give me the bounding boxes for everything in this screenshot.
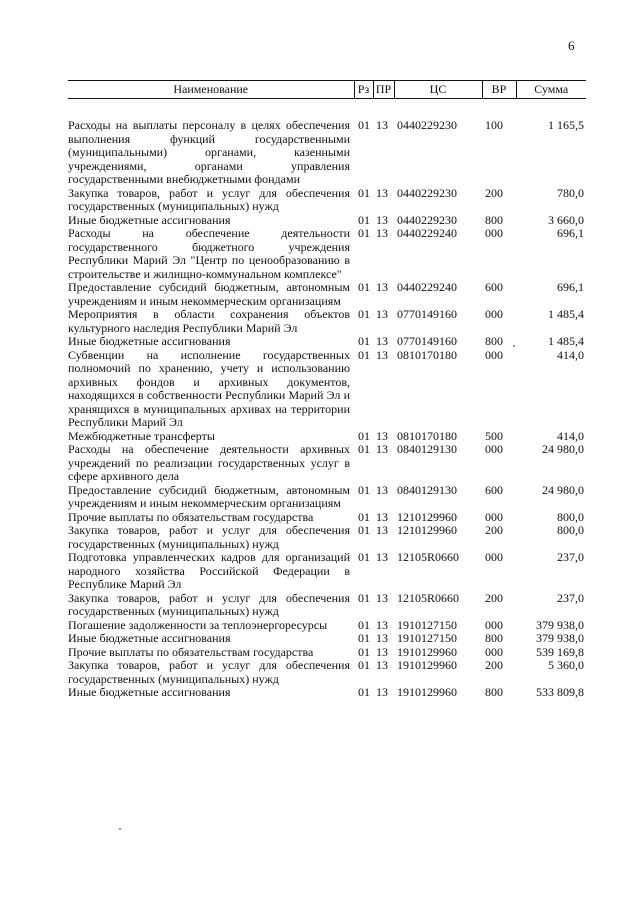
cell-cs: 0440229230 [397,212,457,227]
cell-rz: 01 [358,509,370,524]
cell-rz: 01 [358,658,370,672]
cell-vr: 200 [485,658,503,672]
cell-pr: 13 [376,442,388,456]
cell-rz: 01 [358,428,370,443]
cell-sum: 414,0 [557,428,584,443]
cell-cs: 0810170180 [397,428,457,443]
cell-pr: 13 [376,226,388,240]
cell-cs: 1210129960 [397,509,457,524]
cell-cs: 0770149160 [397,334,457,348]
cell-pr: 13 [376,550,388,564]
cell-rz: 01 [358,334,370,348]
cell-name: Мероприятия в области сохранения объектов культурного наследия Республики Марий Эл [68,307,350,335]
cell-rz: 01 [358,442,370,456]
header-vr: ВР [482,81,516,99]
scan-speck [513,345,515,347]
cell-pr: 13 [376,658,388,672]
cell-cs: 0770149160 [397,307,457,321]
table-row [68,99,586,187]
cell-rz: 01 [358,590,370,605]
cell-name: Иные бюджетные ассигнования [68,631,231,645]
cell-sum: 5 360,0 [548,658,584,672]
cell-vr: 200 [485,590,503,605]
table-row [68,551,586,592]
cell-pr: 13 [376,644,388,659]
cell-vr: 000 [485,644,503,659]
cell-pr: 13 [376,118,388,132]
cell-cs: 1910127150 [397,631,457,645]
cell-sum: 379 938,0 [536,617,584,632]
table-row [68,524,586,551]
cell-name: Закупка товаров, работ и услуг для обеспечения государственных (муниципальных) нужд [68,185,350,213]
cell-sum: 24 980,0 [542,482,584,497]
header-pr: ПР [373,81,394,99]
cell-cs: 1910127150 [397,617,457,632]
table-row [68,511,586,525]
cell-sum: 539 169,8 [536,644,584,659]
cell-rz: 01 [358,644,370,659]
table-row [68,646,586,660]
cell-rz: 01 [358,347,370,362]
cell-rz: 01 [358,118,370,132]
cell-pr: 13 [376,212,388,227]
cell-vr: 600 [485,482,503,497]
cell-name: Расходы на выплаты персоналу в целях обеспечения выполнения функций государственными (муниципальными) органами, казенными учреждениями, органами управления государственными внебюджетными фондами [68,118,350,186]
cell-sum: 696,1 [557,226,584,240]
cell-vr: 000 [485,617,503,632]
table-row [68,686,586,700]
cell-sum: 3 660,0 [548,212,584,227]
cell-cs: 0440229240 [397,280,457,294]
cell-vr: 200 [485,523,503,537]
cell-sum: 800,0 [557,509,584,524]
cell-rz: 01 [358,212,370,227]
table-row [68,335,586,349]
cell-name: Иные бюджетные ассигнования [68,685,231,699]
cell-vr: 000 [485,509,503,524]
cell-pr: 13 [376,631,388,645]
cell-cs: 1210129960 [397,523,457,537]
table-row [68,187,586,214]
header-sum: Сумма [516,81,586,99]
cell-name: Закупка товаров, работ и услуг для обеспечения государственных (муниципальных) нужд [68,590,350,618]
cell-sum: 24 980,0 [542,442,584,456]
page-number: 6 [568,38,575,53]
cell-pr: 13 [376,685,388,699]
cell-cs: 12105R0660 [397,550,460,564]
table-row [68,349,586,430]
header-cs: ЦС [394,81,482,99]
cell-cs: 1910129960 [397,658,457,672]
cell-vr: 500 [485,428,503,443]
cell-rz: 01 [358,523,370,537]
cell-rz: 01 [358,685,370,699]
cell-cs: 0440229240 [397,226,457,240]
cell-sum: 780,0 [557,185,584,200]
cell-name: Предоставление субсидий бюджетным, автономным учреждениям и иным некоммерческим организациям [68,482,350,510]
cell-name: Расходы на обеспечение деятельности государственного бюджетного учреждения Республики Марий Эл "Центр по ценообразованию в строительстве и жилищно-коммунальном комплексе" [68,226,350,281]
cell-pr: 13 [376,428,388,443]
cell-vr: 000 [485,347,503,362]
cell-name: Иные бюджетные ассигнования [68,212,231,227]
cell-vr: 800 [485,334,503,348]
table-row [68,592,586,619]
cell-vr: 000 [485,226,503,240]
cell-name: Субвенции на исполнение государственных полномочий по хранению, учету и использованию архивных фондов и архивных документов, находящихся в собственности Республики Марий Эл и хранящихся в муниципальных архивах на территории Республики Марий Эл [68,347,350,429]
cell-name: Иные бюджетные ассигнования [68,334,231,348]
cell-vr: 800 [485,685,503,699]
table-row [68,308,586,335]
cell-rz: 01 [358,482,370,497]
cell-pr: 13 [376,590,388,605]
cell-pr: 13 [376,482,388,497]
table-header [68,81,586,99]
table-row [68,619,586,633]
cell-cs: 1910129960 [397,685,457,699]
cell-vr: 000 [485,307,503,321]
cell-name: Погашение задолженности за теплоэнергоресурсы [68,617,328,632]
cell-vr: 600 [485,280,503,294]
cell-cs: 0440229230 [397,185,457,200]
cell-rz: 01 [358,550,370,564]
cell-pr: 13 [376,185,388,200]
cell-vr: 800 [485,631,503,645]
table-row [68,281,586,308]
cell-cs: 0810170180 [397,347,457,362]
cell-vr: 000 [485,550,503,564]
cell-name: Подготовка управленческих кадров для организаций народного хозяйства Российской Федерации в Республике Марий Эл [68,550,350,591]
cell-cs: 0440229230 [397,118,457,132]
cell-vr: 100 [485,118,503,132]
header-rz: Рз [354,81,373,99]
cell-name: Прочие выплаты по обязательствам государства [68,509,314,524]
table-row [68,227,586,281]
cell-name: Расходы на обеспечение деятельности архивных учреждений по реализации государственных услуг в сфере архивного дела [68,442,350,483]
cell-name: Закупка товаров, работ и услуг для обеспечения государственных (муниципальных) нужд [68,658,350,686]
header-name: Наименование [68,81,354,99]
cell-rz: 01 [358,617,370,632]
cell-rz: 01 [358,307,370,321]
cell-pr: 13 [376,334,388,348]
cell-name: Закупка товаров, работ и услуг для обеспечения государственных (муниципальных) нужд [68,523,350,551]
cell-rz: 01 [358,280,370,294]
cell-name: Прочие выплаты по обязательствам государства [68,644,314,659]
budget-table [68,80,586,700]
cell-sum: 696,1 [557,280,584,294]
cell-pr: 13 [376,509,388,524]
table-row [68,430,586,444]
cell-cs: 0840129130 [397,482,457,497]
cell-rz: 01 [358,631,370,645]
table-body [68,99,586,700]
cell-sum: 1 485,4 [548,307,584,321]
table-row [68,484,586,511]
cell-sum: 414,0 [557,347,584,362]
cell-vr: 800 [485,212,503,227]
cell-name: Межбюджетные трансферты [68,428,215,443]
cell-pr: 13 [376,280,388,294]
cell-sum: 237,0 [557,590,584,605]
table-row [68,443,586,484]
cell-sum: 1 165,5 [548,118,584,132]
cell-vr: 000 [485,442,503,456]
cell-sum: 533 809,8 [536,685,584,699]
cell-pr: 13 [376,523,388,537]
cell-vr: 200 [485,185,503,200]
cell-rz: 01 [358,185,370,200]
cell-name: Предоставление субсидий бюджетным, автономным учреждениям и иным некоммерческим организациям [68,280,350,308]
table-row [68,659,586,686]
table-row [68,214,586,228]
cell-cs: 1910129960 [397,644,457,659]
cell-cs: 0840129130 [397,442,457,456]
cell-pr: 13 [376,347,388,362]
cell-rz: 01 [358,226,370,240]
scan-speck [119,828,121,830]
cell-cs: 12105R0660 [397,590,460,605]
table-row [68,632,586,646]
cell-sum: 800,0 [557,523,584,537]
cell-sum: 237,0 [557,550,584,564]
cell-pr: 13 [376,617,388,632]
cell-sum: 379 938,0 [536,631,584,645]
cell-pr: 13 [376,307,388,321]
cell-sum: 1 485,4 [548,334,584,348]
